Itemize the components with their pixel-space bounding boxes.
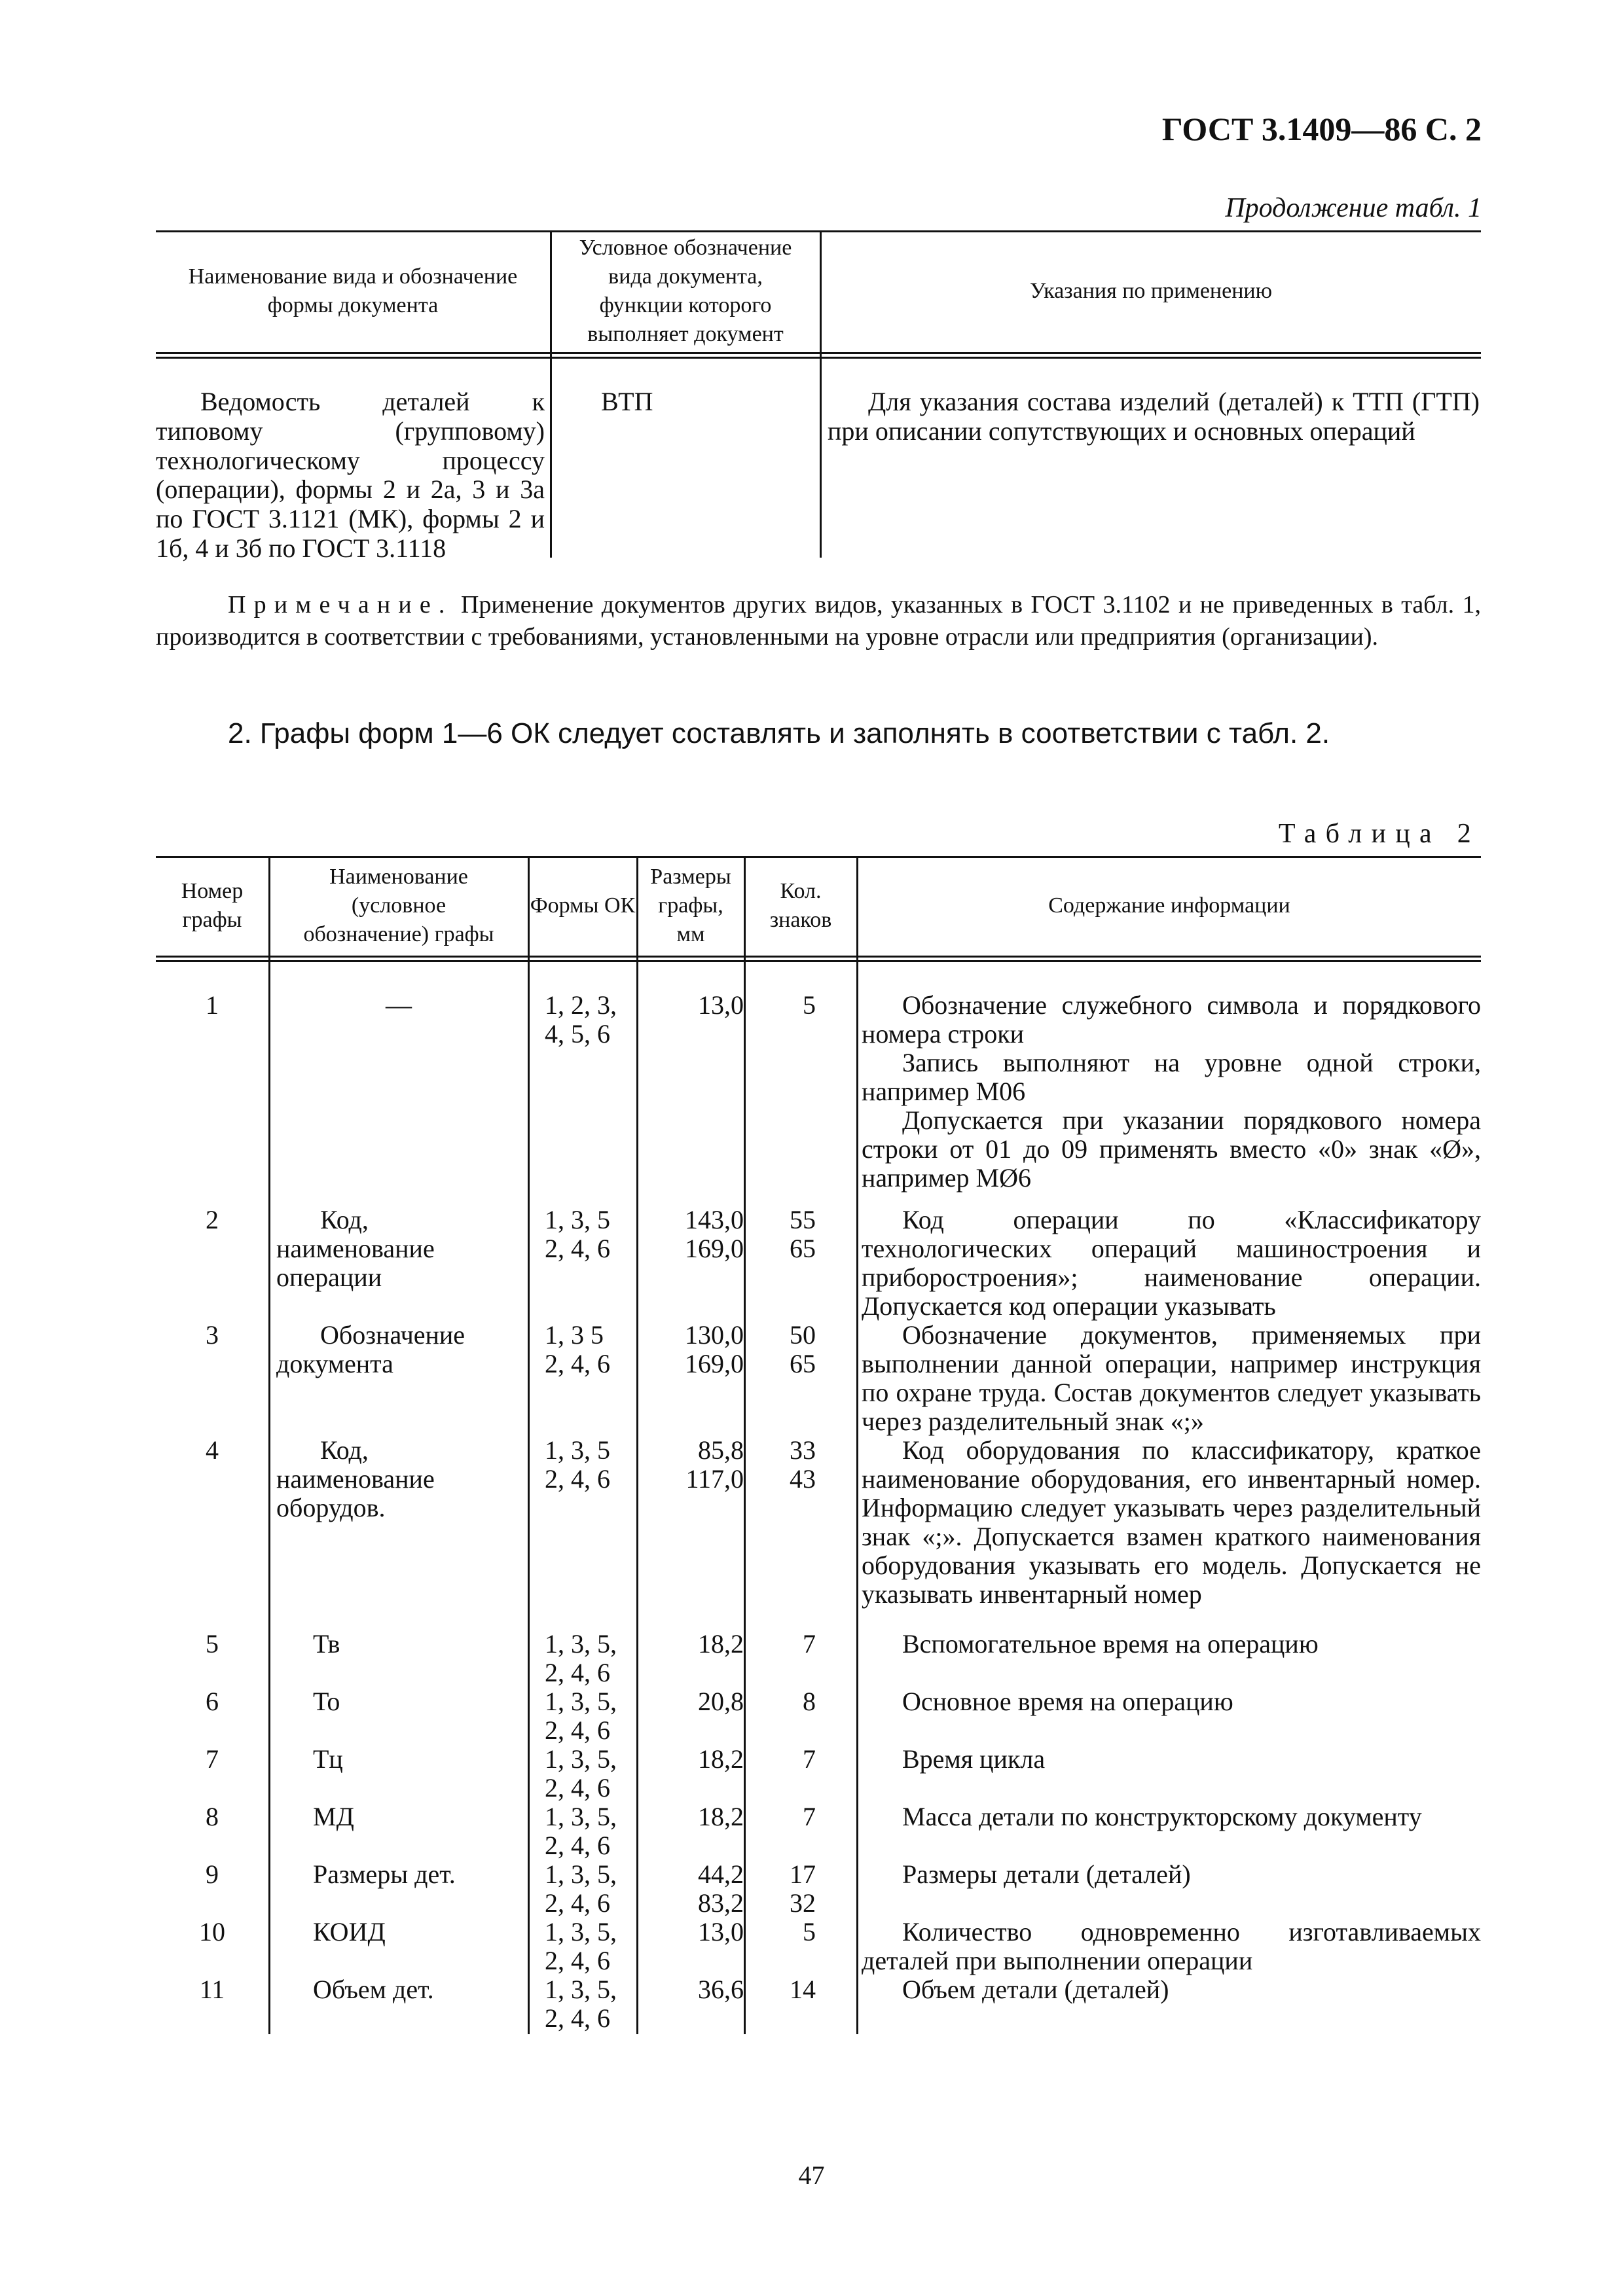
content-cell [862, 1436, 1481, 1609]
count-cell [741, 1630, 839, 1659]
forms-cell: 1, 3, 5, 2, 4, 6 [545, 1917, 617, 1975]
row-number: 11 [199, 1975, 225, 2004]
column-name: Тц [313, 1744, 343, 1774]
content-cell [902, 1860, 1481, 1889]
size-value: 13,0 [698, 990, 744, 1020]
content-cell [902, 1975, 1481, 2004]
row-number: 5 [206, 1629, 219, 1659]
forms-cell: 1, 3, 5, 2, 4, 6 [545, 1744, 617, 1803]
count-value: 50 [790, 1320, 816, 1350]
note [156, 589, 1481, 654]
content-cell [862, 1918, 1481, 1975]
size-value: 18,2 [698, 1802, 744, 1831]
content-line: Код оборудования по классификатору, краткое наименование оборудования, его инвентарный номер. Информацию следует указывать через разделительный знак «;». Допускается взамен краткого наименования оборудования указывать его модель. Допускается не указывать инвентарный номер [862, 1435, 1481, 1609]
content-line: Количество одновременно изготавливаемых деталей при выполнении операции [862, 1917, 1481, 1975]
content-line: Масса детали по конструкторскому документу [902, 1802, 1422, 1831]
count-cell [741, 991, 839, 1020]
row-number: 3 [206, 1320, 219, 1350]
content-line: Вспомогательное время на операцию [902, 1629, 1319, 1659]
row-number: 1 [206, 990, 219, 1020]
size-value: 13,0 [698, 1917, 744, 1946]
content-cell [902, 1745, 1481, 1774]
content-line: Запись выполняют на уровне одной строки, например М06 [862, 1048, 1481, 1106]
forms-cell: 1, 3, 5, 2, 4, 6 [545, 1802, 617, 1860]
size-value: 169,0 [685, 1234, 744, 1263]
content-line: Обозначение документов, применяемых при выполнении данной операции, например инструкция по охране труда. Состав документов следует указывать через разделительный знак «;» [862, 1320, 1481, 1436]
table-rule [156, 357, 1481, 359]
column-name: Тв [313, 1629, 340, 1659]
paragraph-2: 2. Графы форм 1—6 ОК следует составлять и заполнять в соответствии с табл. 2. [228, 717, 1330, 749]
content-cell [902, 1687, 1481, 1716]
column-header: Условное обозначение вида документа, функции которого выполняет документ [579, 235, 792, 347]
count-value: 32 [790, 1888, 816, 1918]
table-2 [156, 856, 1481, 2034]
count-value: 65 [790, 1234, 816, 1263]
row-number: 9 [206, 1859, 219, 1889]
forms-cell: 1, 3, 5 2, 4, 6 [545, 1205, 610, 1263]
column-header: Формы ОК [530, 893, 636, 918]
size-value: 36,6 [698, 1975, 744, 2004]
size-value: 44,2 [698, 1859, 744, 1889]
column-header: Размеры графы, мм [650, 864, 731, 947]
size-value: 83,2 [698, 1888, 744, 1918]
content-line: Код операции по «Классификатору технологических операций машиностроения и приборостроения»; наименование операции. Допускается код операции указывать [862, 1205, 1481, 1321]
document-header: ГОСТ 3.1409—86 С. 2 [1161, 111, 1482, 147]
count-cell [741, 1918, 839, 1946]
column-name: Обозначение документа [276, 1320, 465, 1378]
table-2-caption: Таблица 2 [1278, 819, 1480, 849]
document-code-cell: ВТП [601, 387, 653, 416]
content-line: Время цикла [902, 1744, 1046, 1774]
count-value: 7 [803, 1629, 816, 1659]
count-value: 65 [790, 1349, 816, 1378]
count-cell [741, 1975, 839, 2004]
document-name-cell: Ведомость деталей к типовому (групповому) технологическому процессу (операции), формы 2 и 2а, 3 и 3а по ГОСТ 3.1121 (МК), формы 2 и 1б, 4 и 3б по ГОСТ 3.1118 [156, 387, 545, 563]
content-line: Размеры детали (деталей) [902, 1859, 1191, 1889]
column-name: Код, наименование операции [276, 1205, 435, 1292]
table-continuation-label: Продолжение табл. 1 [1225, 193, 1482, 223]
size-value: 117,0 [685, 1464, 744, 1494]
column-divider [268, 856, 270, 2034]
row-number: 10 [199, 1917, 225, 1946]
column-name: Код, наименование оборудов. [276, 1435, 435, 1522]
size-value: 143,0 [685, 1205, 744, 1234]
count-value: 5 [803, 1917, 816, 1946]
count-cell [741, 1436, 839, 1494]
column-header: Содержание информации [1048, 893, 1290, 918]
size-value: 169,0 [685, 1349, 744, 1378]
count-cell [741, 1321, 839, 1378]
row-number: 8 [206, 1802, 219, 1831]
content-cell [862, 1321, 1481, 1436]
column-name: Размеры дет. [313, 1859, 456, 1889]
forms-cell: 1, 3, 5 2, 4, 6 [545, 1435, 610, 1494]
count-value: 55 [790, 1205, 816, 1234]
size-value: 18,2 [698, 1629, 744, 1659]
count-cell [741, 1803, 839, 1831]
column-header: Номер графы [181, 878, 244, 932]
content-line: Объем детали (деталей) [902, 1975, 1169, 2004]
count-cell [741, 1687, 839, 1716]
row-number: 4 [206, 1435, 219, 1465]
content-line: Обозначение служебного символа и порядкового номера строки [862, 990, 1481, 1049]
forms-cell: 1, 3, 5, 2, 4, 6 [545, 1859, 617, 1918]
size-value: 20,8 [698, 1687, 744, 1716]
column-header: Наименование вида и обозначение формы документа [188, 264, 518, 317]
column-name: Объем дет. [313, 1975, 434, 2004]
row-number: 7 [206, 1744, 219, 1774]
column-divider [636, 856, 638, 2034]
count-value: 43 [790, 1464, 816, 1494]
forms-cell: 1, 2, 3, 4, 5, 6 [545, 990, 617, 1049]
column-name: КОИД [313, 1917, 386, 1946]
size-value: 130,0 [685, 1320, 744, 1350]
column-name: МД [313, 1802, 354, 1831]
forms-cell: 1, 3, 5, 2, 4, 6 [545, 1687, 617, 1745]
count-value: 5 [803, 990, 816, 1020]
table-rule [156, 956, 1481, 958]
column-divider [528, 856, 530, 2034]
column-name: — [386, 990, 412, 1020]
size-value: 18,2 [698, 1744, 744, 1774]
content-cell [862, 1206, 1481, 1321]
table-rule [156, 352, 1481, 354]
row-number: 2 [206, 1205, 219, 1234]
content-cell [902, 1630, 1481, 1659]
note-label: Примечание. [228, 591, 453, 619]
content-line: Допускается при указании порядкового номера строки от 01 до 09 применять вместо «0» знак «Ø», например МØ6 [862, 1105, 1481, 1193]
column-name: То [313, 1687, 340, 1716]
count-value: 7 [803, 1744, 816, 1774]
note-text: Применение документов других видов, указанных в ГОСТ 3.1102 и не приведенных в табл. 1, производится в соответствии с требованиями, установленными на уровне отрасли или предприятия (организации). [156, 591, 1481, 651]
table-rule [156, 960, 1481, 962]
column-header: Кол. знаков [769, 878, 832, 932]
count-value: 7 [803, 1802, 816, 1831]
count-cell [741, 1860, 839, 1918]
forms-cell: 1, 3, 5, 2, 4, 6 [545, 1975, 617, 2033]
forms-cell: 1, 3 5 2, 4, 6 [545, 1320, 610, 1378]
count-value: 14 [790, 1975, 816, 2004]
count-value: 8 [803, 1687, 816, 1716]
column-header: Наименование (условное обозначение) графы [303, 864, 494, 947]
row-number: 6 [206, 1687, 219, 1716]
content-cell [902, 1803, 1481, 1831]
forms-cell: 1, 3, 5, 2, 4, 6 [545, 1629, 617, 1687]
count-cell [741, 1206, 839, 1263]
page-number: 47 [798, 2161, 825, 2190]
count-value: 17 [790, 1859, 816, 1889]
size-value: 85,8 [698, 1435, 744, 1465]
content-line: Основное время на операцию [902, 1687, 1233, 1716]
usage-cell: Для указания состава изделий (деталей) к ТТП (ГТП) при описании сопутствующих и основных операций [828, 387, 1480, 446]
column-header: Указания по применению [1030, 278, 1272, 303]
content-cell [862, 991, 1481, 1193]
count-cell [741, 1745, 839, 1774]
column-divider [856, 856, 858, 2034]
count-value: 33 [790, 1435, 816, 1465]
